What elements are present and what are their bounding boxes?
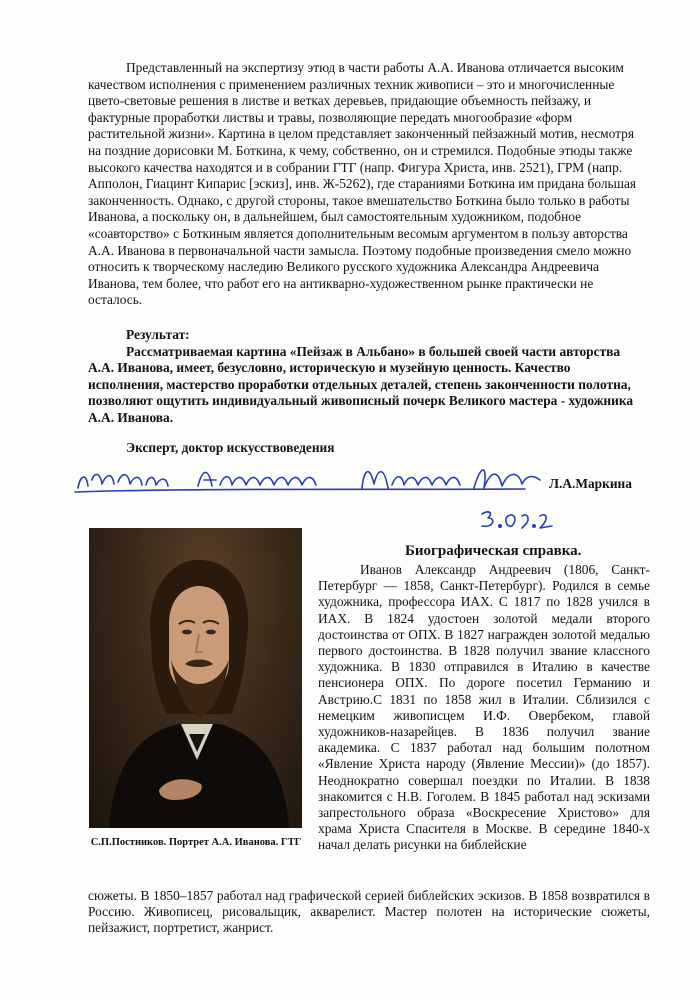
expert-name: Л.А.Маркина [549,476,632,491]
intro-paragraph: Представленный на экспертизу этюд в части работы А.А. Иванова отличается высоким качеством исполнения с применением различных техник живописи – это и многочисленные цвето-световые решения в листве и ветках деревьев, придающие объемность пейзажу, и фактурные проработки листвы и травы, позволяющие передать многообразие «форм растительной жизни». Картина в целом представляет законченный пейзажный мотив, несмотря на поздние дорисовки М. Боткина, к чему, собственно, он и стремился. Подобные этюды также высокого качества находятся и в собрании ГТГ (напр. Фигура Христа, инв. 2521), ГРМ (напр. Апполон, Гиацинт Кипарис [эскиз], инв. Ж-5262), где стараниями Боткина им придана большая законченность. Однако, с другой стороны, такое вмешательство Боткина было только в работы Иванова, а поскольку он, в дальнейшем, был самостоятельным художником, подобное «соавторство» с Боткиным является дополнительным весомым аргументом в пользу авторства А.А. Иванова в первоначальной части замысла. Поэтому подобные произведения смело можно относить к творческому наследию Великого русского художника Александра Андреевича Иванова, тем более, что работ его на антикварно-художественном рынке практически не осталось. [88,60,637,308]
portrait-image [89,528,302,828]
result-paragraph: Рассматриваемая картина «Пейзаж в Альбано» в большей своей части авторства А.А. Иванова, имеет, безусловно, историческую и музейную ценность. Качество исполнения, мастерство проработки отдельных деталей, степень законченности полотна, позволяют ощутить индивидуальный живописный почерк Великого мастера - художника А.А. Иванова. [88,343,634,425]
portrait-caption: С.П.Постников. Портрет А.А. Иванова. ГТГ [90,837,302,848]
result-section [88,327,648,427]
expert-title: Эксперт, доктор искусствоведения [126,440,335,455]
bio-paragraph-continued: сюжеты. В 1850–1857 работал над графической серией библейских эскизов. В 1858 возвратился в Россию. Живописец, рисовальщик, акварелист. Мастер полотен на исторические сюжеты, пейзажист, портретист, жанрист. [88,888,650,936]
bio-paragraph: Иванов Александр Андреевич (1806, Санкт-Петербург — 1858, Санкт-Петербург). Родился в семье художника, профессора ИАХ. С 1817 по 1828 учился в ИАХ. В 1824 удостоен золотой медали второго достоинства от ОПХ. В 1827 награжден золотой медалью первого достоинства. В 1828 получил звание классного художника. В 1830 отправился в Италию в качестве пенсионера ОПХ. По дороге посетил Германию и Австрию.С 1831 по 1858 жил в Италии. Сблизился с немецким живописцем И.Ф. Овербеком, главой художников-назарейцев. В 1836 получил звание академика. С 1837 работал над большим полотном «Явление Христа народу (Явление Мессии)» (до 1857). Неоднократно совершал поездки по Италии. В 1838 знакомится с Н.В. Гоголем. В 1845 работал над эскизами запрестольного образа «Воскресение Христово» для храма Христа Спасителя в Москве. В середине 1840-х начал делать рисунки на библейские [318,562,650,853]
handwritten-signature [70,458,560,538]
result-heading: Результат: [126,327,190,342]
bio-title: Биографическая справка. [405,543,582,559]
